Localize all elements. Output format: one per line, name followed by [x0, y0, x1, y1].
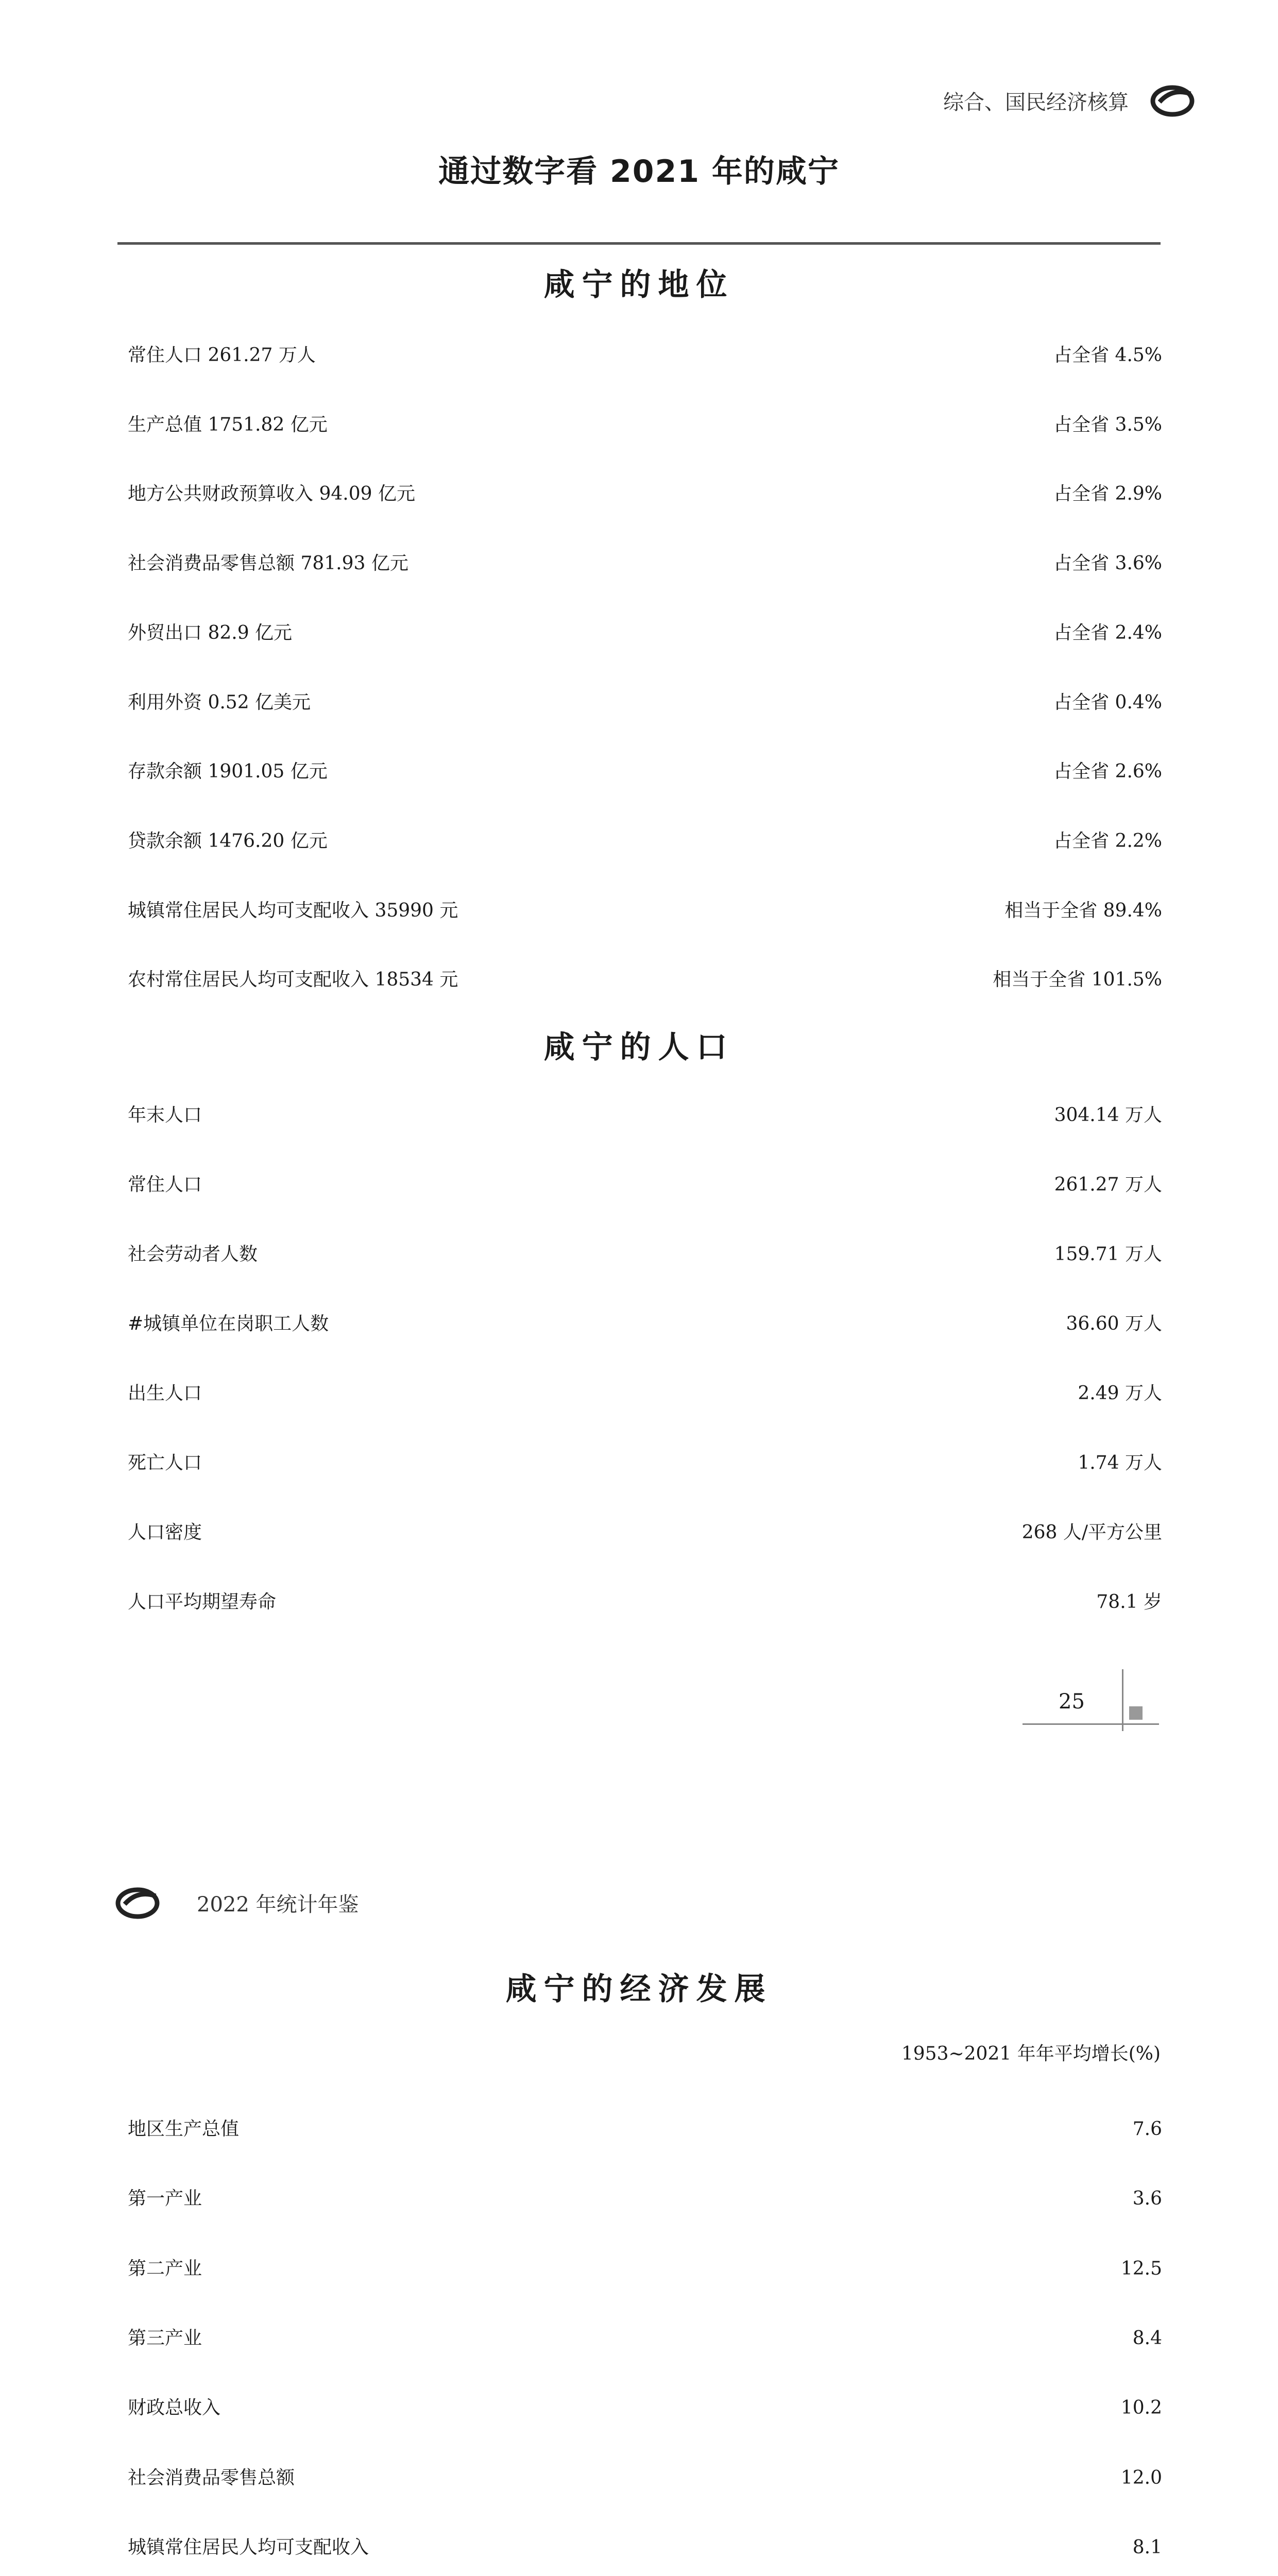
row-value: 12.5: [1120, 2258, 1162, 2279]
row-label: 贷款余额 1476.20 亿元: [128, 830, 328, 852]
row-label: 农村常住居民人均可支配收入 18534 元: [128, 969, 458, 991]
row-label: 生产总值 1751.82 亿元: [128, 414, 328, 435]
row-value: 相当于全省 101.5%: [993, 969, 1162, 991]
row-value: 1.74 万人: [1078, 1452, 1162, 1473]
row-label: 出生人口: [128, 1383, 202, 1404]
row-label: 地方公共财政预算收入 94.09 亿元: [128, 483, 415, 505]
table-row: [128, 1520, 1162, 1546]
running-header: [943, 82, 1196, 118]
table-row: [128, 2186, 1162, 2212]
row-label: 第三产业: [128, 2327, 202, 2349]
row-value: 12.0: [1120, 2467, 1162, 2488]
row-value: 10.2: [1120, 2397, 1162, 2419]
table-row: [128, 2395, 1162, 2421]
row-label: 地区生产总值: [128, 2119, 240, 2140]
table-row: [128, 2116, 1162, 2142]
row-label: 社会消费品零售总额 781.93 亿元: [128, 553, 408, 574]
row-value: 36.60 万人: [1066, 1313, 1162, 1334]
row-label: 社会劳动者人数: [128, 1244, 258, 1265]
yearbook-logo-icon: [114, 1885, 161, 1921]
footer-divider: [1122, 1669, 1123, 1731]
row-value: 占全省 0.4%: [1053, 691, 1162, 713]
section-title-population: 咸宁的人口: [543, 1029, 735, 1065]
page-number: 25: [1059, 1690, 1085, 1714]
row-value: 占全省 2.6%: [1053, 761, 1162, 783]
row-label: 第一产业: [128, 2188, 202, 2210]
running-header: [114, 1885, 359, 1921]
row-label: 死亡人口: [128, 1452, 202, 1473]
section-title-economy: 咸宁的经济发展: [505, 1971, 773, 2007]
row-value: 相当于全省 89.4%: [1004, 900, 1162, 921]
row-value: 占全省 2.4%: [1053, 622, 1162, 643]
row-label: 存款余额 1901.05 亿元: [128, 761, 328, 783]
table-row: [128, 2256, 1162, 2282]
row-value: 占全省 3.5%: [1053, 414, 1162, 435]
row-value: 占全省 4.5%: [1053, 345, 1162, 366]
table-row: [128, 1450, 1162, 1476]
row-label: 城镇常住居民人均可支配收入: [128, 2536, 369, 2558]
row-label: 人口平均期望寿命: [128, 1591, 277, 1613]
table-row: [128, 1589, 1162, 1615]
yearbook-logo-icon: [1149, 82, 1196, 118]
row-value: 8.1: [1132, 2536, 1162, 2558]
header-section-label: 综合、国民经济核算: [943, 90, 1129, 114]
row-value: 3.6: [1132, 2188, 1162, 2210]
economy-column-header: 1953~2021 年年平均增长(%): [901, 2043, 1161, 2064]
row-label: 外贸出口 82.9 亿元: [128, 622, 293, 643]
table-row: [128, 690, 1162, 716]
table-row: [128, 828, 1162, 854]
footer-marker: [1129, 1706, 1143, 1720]
row-label: 常住人口: [128, 1174, 202, 1195]
table-row: [128, 2326, 1162, 2351]
table-row: [128, 2535, 1162, 2561]
page-26: [0, 1807, 1278, 2576]
table-row: [128, 967, 1162, 993]
row-value: 占全省 3.6%: [1053, 553, 1162, 574]
footer-rule: [1023, 1723, 1159, 1725]
document-title: 通过数字看 2021 年的咸宁: [438, 154, 840, 190]
table-row: [128, 898, 1162, 924]
table-row: [128, 1311, 1162, 1337]
row-value: 7.6: [1132, 2119, 1162, 2140]
table-row: [128, 620, 1162, 646]
table-row: [128, 481, 1162, 507]
row-label: #城镇单位在岗职工人数: [128, 1313, 329, 1334]
table-row: [128, 551, 1162, 577]
row-value: 268 人/平方公里: [1021, 1522, 1162, 1543]
title-rule: [117, 242, 1161, 245]
row-value: 2.49 万人: [1078, 1383, 1162, 1404]
row-value: 78.1 岁: [1096, 1591, 1162, 1613]
row-value: 8.4: [1132, 2327, 1162, 2349]
row-label: 人口密度: [128, 1522, 202, 1543]
row-label: 城镇常住居民人均可支配收入 35990 元: [128, 900, 458, 921]
table-row: [128, 1103, 1162, 1128]
row-value: 占全省 2.2%: [1053, 830, 1162, 852]
table-row: [128, 343, 1162, 368]
row-label: 年末人口: [128, 1105, 202, 1126]
table-row: [128, 2465, 1162, 2491]
row-value: 占全省 2.9%: [1053, 483, 1162, 505]
row-label: 财政总收入: [128, 2397, 221, 2419]
row-label: 社会消费品零售总额: [128, 2467, 295, 2488]
table-row: [128, 1381, 1162, 1406]
row-label: 利用外资 0.52 亿美元: [128, 691, 311, 713]
row-value: 261.27 万人: [1054, 1174, 1162, 1195]
table-row: [128, 759, 1162, 785]
row-label: 第二产业: [128, 2258, 202, 2279]
table-row: [128, 1172, 1162, 1198]
table-row: [128, 1242, 1162, 1267]
section-title-status: 咸宁的地位: [543, 267, 735, 303]
header-year-label: 2022 年统计年鉴: [197, 1892, 359, 1917]
row-value: 159.71 万人: [1054, 1244, 1162, 1265]
row-label: 常住人口 261.27 万人: [128, 345, 316, 366]
row-value: 304.14 万人: [1054, 1105, 1162, 1126]
table-row: [128, 412, 1162, 438]
